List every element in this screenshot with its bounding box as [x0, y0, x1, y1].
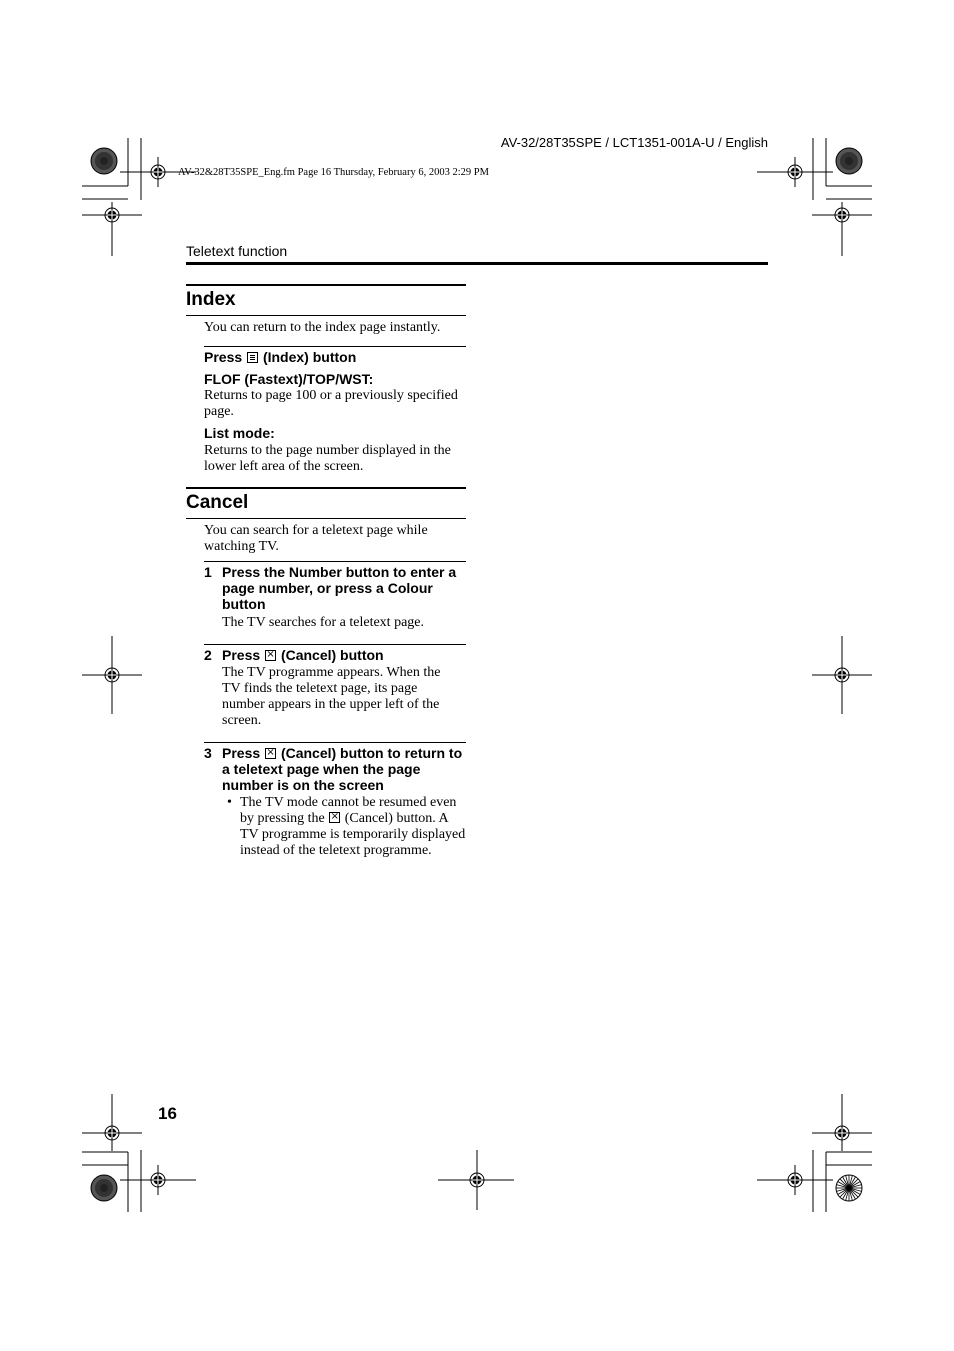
- index-button-icon: [247, 352, 258, 363]
- index-button-label: (Index) button: [262, 349, 357, 365]
- step-number: 3: [204, 745, 212, 761]
- step-2-text: The TV programme appears. When the TV finds the teletext page, its page number appears in the upper left of the screen.: [222, 665, 441, 728]
- flof-label: FLOF (Fastext)/TOP/WST:: [204, 371, 374, 387]
- press-label: Press: [222, 647, 261, 663]
- step-1-title: Press the Number button to enter a page number, or press a Colour button: [222, 564, 457, 612]
- divider: [204, 561, 466, 562]
- section-title-cancel: Cancel: [186, 492, 249, 513]
- registration-mark-icon: [812, 636, 872, 714]
- registration-mark-icon: [82, 202, 142, 256]
- step-number: 2: [204, 647, 212, 663]
- cancel-button-icon: [329, 812, 340, 823]
- flof-text: Returns to page 100 or a previously specified page.: [204, 388, 458, 419]
- file-info-line: AV-32&28T35SPE_Eng.fm Page 16 Thursday, February 6, 2003 2:29 PM: [178, 167, 489, 178]
- registration-mark-icon: [82, 636, 142, 714]
- color-wheel-icon: [836, 1175, 862, 1201]
- page-number: 16: [158, 1104, 177, 1123]
- press-label: Press: [204, 349, 243, 365]
- index-press-heading: [204, 349, 356, 365]
- cancel-intro: You can search for a teletext page while watching TV.: [204, 523, 428, 554]
- section-rule-bottom: [186, 315, 466, 316]
- registration-mark-icon: [757, 1165, 833, 1195]
- registration-mark-icon: [120, 1165, 196, 1195]
- index-intro: You can return to the index page instantly.: [204, 320, 441, 335]
- header-rule: [186, 262, 768, 265]
- color-wheel-icon: [836, 148, 862, 174]
- cancel-button-label: (Cancel) button: [280, 647, 384, 663]
- cancel-button-label: (Cancel) button to return to a teletext page when the page number is on the screen: [222, 745, 463, 793]
- color-wheel-icon: [91, 148, 117, 174]
- step-3-note: [240, 795, 466, 859]
- step-3-title: [222, 745, 466, 793]
- step-number: 1: [204, 564, 212, 580]
- note-text: The TV mode cannot be resumed even by pressing the: [240, 795, 457, 826]
- bullet-icon: •: [227, 795, 232, 810]
- color-wheel-icon: [91, 1175, 117, 1201]
- section-rule-bottom: [186, 518, 466, 519]
- running-head: Teletext function: [186, 243, 288, 259]
- divider: [204, 742, 466, 743]
- registration-mark-icon: [438, 1150, 514, 1210]
- section-rule-top: [186, 284, 466, 286]
- section-rule-top: [186, 487, 466, 489]
- document-id: AV-32/28T35SPE / LCT1351-001A-U / English: [500, 135, 768, 150]
- registration-mark-icon: [812, 202, 872, 256]
- step-1-text: The TV searches for a teletext page.: [222, 615, 425, 630]
- step-2-title: [222, 647, 466, 663]
- registration-mark-icon: [82, 1094, 142, 1151]
- list-mode-label: List mode:: [204, 425, 275, 441]
- press-label: Press: [222, 745, 261, 761]
- note-text: (Cancel) button. A TV programme is temporarily displayed instead of the teletext programme.: [240, 811, 466, 858]
- registration-mark-icon: [757, 157, 833, 187]
- cancel-button-icon: [265, 748, 276, 759]
- registration-mark-icon: [812, 1094, 872, 1151]
- divider: [204, 644, 466, 645]
- divider: [204, 346, 466, 347]
- cancel-button-icon: [265, 650, 276, 661]
- section-title-index: Index: [186, 289, 236, 310]
- list-mode-text: Returns to the page number displayed in the lower left area of the screen.: [204, 443, 451, 474]
